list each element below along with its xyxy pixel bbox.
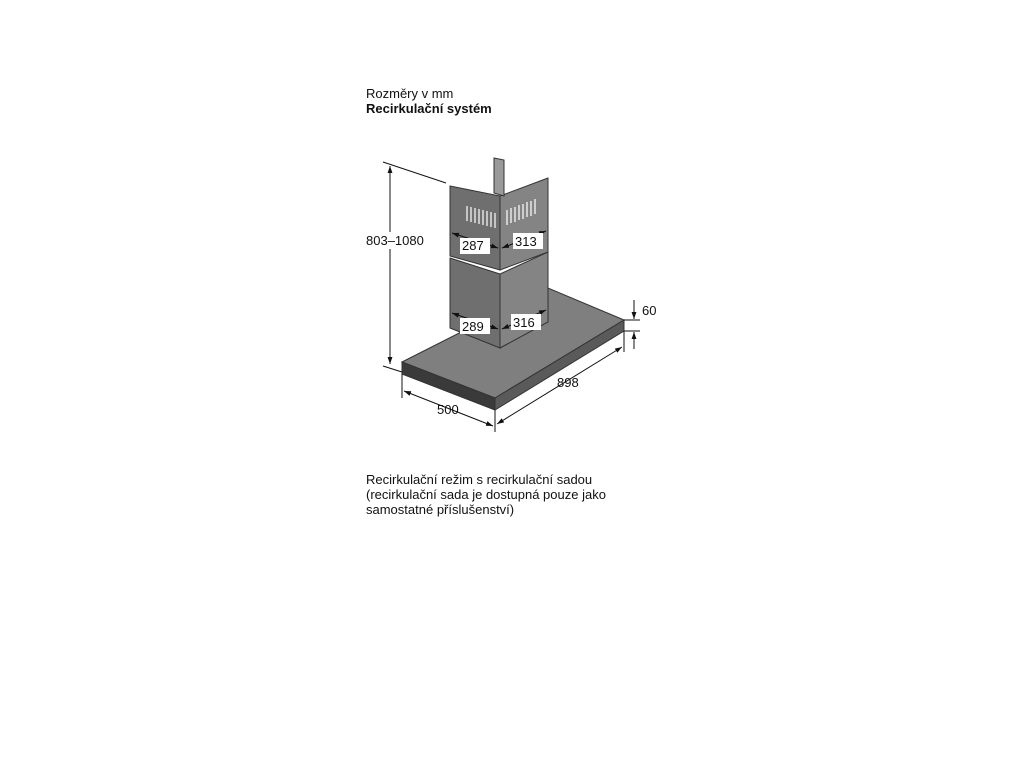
lower-chimney-right-label: 316 [513, 315, 535, 330]
lower-chimney-left-label: 289 [462, 319, 484, 334]
total-height-label: 803–1080 [366, 233, 424, 248]
depth-label: 500 [437, 402, 459, 417]
upper-chimney-rear-panel [494, 158, 504, 196]
recirculation-note [366, 472, 606, 517]
upper-chimney-right-label: 313 [515, 234, 537, 249]
units-label: Rozměry v mm [366, 86, 454, 101]
width-label: 898 [557, 375, 579, 390]
page-title: Recirkulační systém [366, 101, 492, 116]
note-line-1: Recirkulační režim s recirkulační sadou [366, 472, 593, 487]
upper-chimney-left-label: 287 [462, 238, 484, 253]
height-extension-bottom [383, 366, 402, 372]
height-extension-top [383, 162, 446, 183]
upper-chimney-left-face [450, 186, 500, 270]
note-line-2: (recirkulační sada je dostupná pouze jako [366, 487, 606, 502]
note-line-3: samostatné příslušenství) [366, 502, 515, 517]
canopy-thickness-label: 60 [642, 303, 657, 318]
